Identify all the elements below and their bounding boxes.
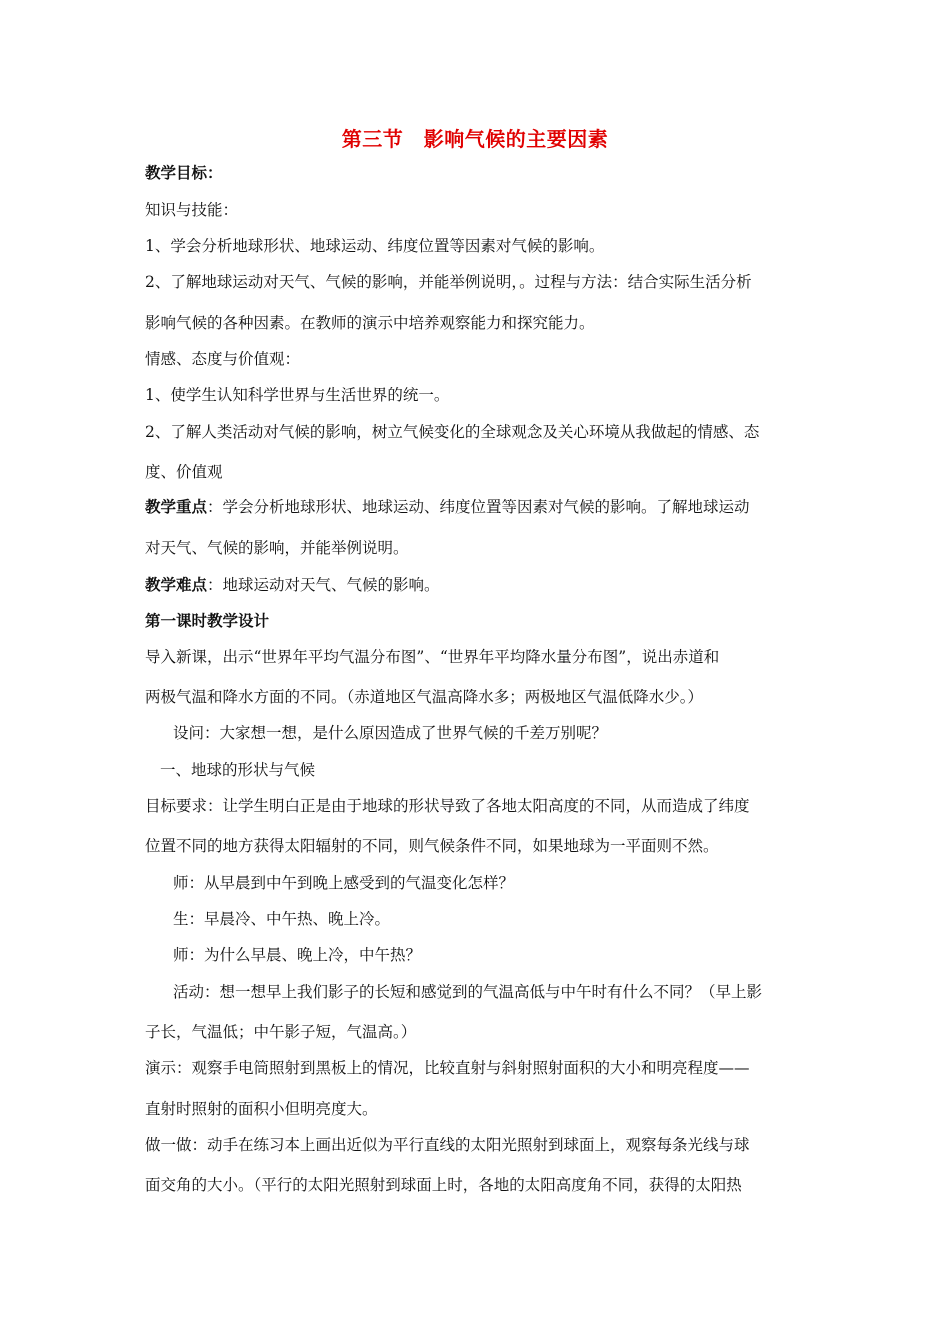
paragraph-line: 度、价值观 (145, 463, 223, 481)
paragraph-line: 2、了解人类活动对气候的影响，树立气候变化的全球观念及关心环境从我做起的情感、态 (145, 423, 760, 441)
paragraph-line: 直射时照射的面积小但明亮度大。 (145, 1100, 378, 1118)
paragraph-line: 目标要求：让学生明白正是由于地球的形状导致了各地太阳高度的不同，从而造成了纬度 (145, 797, 750, 815)
paragraph-line: 面交角的大小。（平行的太阳光照射到球面上时，各地的太阳高度角不同，获得的太阳热 (145, 1176, 742, 1194)
paragraph-line: 导入新课，出示“世界年平均气温分布图”、“世界年平均降水量分布图”，说出赤道和 (145, 648, 720, 666)
paragraph-line: 知识与技能： (145, 201, 239, 219)
paragraph-line: 情感、态度与价值观： (145, 350, 301, 368)
key-points-line (145, 497, 810, 517)
paragraph-line: 对天气、气候的影响，并能举例说明。 (145, 539, 409, 557)
difficulty-label: 教学难点 (145, 575, 208, 594)
paragraph-line: 两极气温和降水方面的不同。（赤道地区气温高降水多；两极地区气温低降水少。） (145, 688, 704, 706)
section-heading-lesson-design: 第一课时教学设计 (145, 611, 270, 630)
section-heading-teaching-goals: 教学目标： (145, 163, 223, 182)
key-points-label: 教学重点 (145, 497, 208, 516)
paragraph-line: 子长，气温低；中午影子短，气温高。） (145, 1023, 417, 1041)
dialogue-line: 生：早晨冷、中午热、晚上冷。 (173, 910, 391, 928)
paragraph-line: 影响气候的各种因素。在教师的演示中培养观察能力和探究能力。 (145, 314, 595, 332)
paragraph-line: 2、了解地球运动对天气、气候的影响，并能举例说明，。过程与方法：结合实际生活分析 (145, 273, 752, 291)
paragraph-line: 设问：大家想一想，是什么原因造成了世界气候的千差万别呢？ (173, 724, 608, 742)
section-heading-earth-shape: 一、地球的形状与气候 (160, 761, 316, 779)
paragraph-line: 活动：想一想早上我们影子的长短和感觉到的气温高低与中午时有什么不同？（早上影 (173, 983, 763, 1001)
page-title: 第三节 影响气候的主要因素 (341, 127, 609, 151)
paragraph-line: 位置不同的地方获得太阳辐射的不同，则气候条件不同，如果地球为一平面则不然。 (145, 837, 719, 855)
dialogue-line: 师：从早晨到中午到晚上感受到的气温变化怎样？ (173, 874, 515, 892)
paragraph-line: 做一做：动手在练习本上画出近似为平行直线的太阳光照射到球面上，观察每条光线与球 (145, 1136, 750, 1154)
difficulty-line (145, 575, 810, 595)
key-points-text: ：学会分析地球形状、地球运动、纬度位置等因素对气候的影响。了解地球运动 (207, 498, 750, 516)
paragraph-line: 演示：观察手电筒照射到黑板上的情况，比较直射与斜射照射面积的大小和明亮程度—— (145, 1059, 750, 1077)
difficulty-text: ：地球运动对天气、气候的影响。 (207, 576, 440, 594)
paragraph-line: 1、使学生认知科学世界与生活世界的统一。 (145, 386, 450, 404)
paragraph-line: 1、学会分析地球形状、地球运动、纬度位置等因素对气候的影响。 (145, 237, 605, 255)
dialogue-line: 师：为什么早晨、晚上冷，中午热？ (173, 946, 422, 964)
